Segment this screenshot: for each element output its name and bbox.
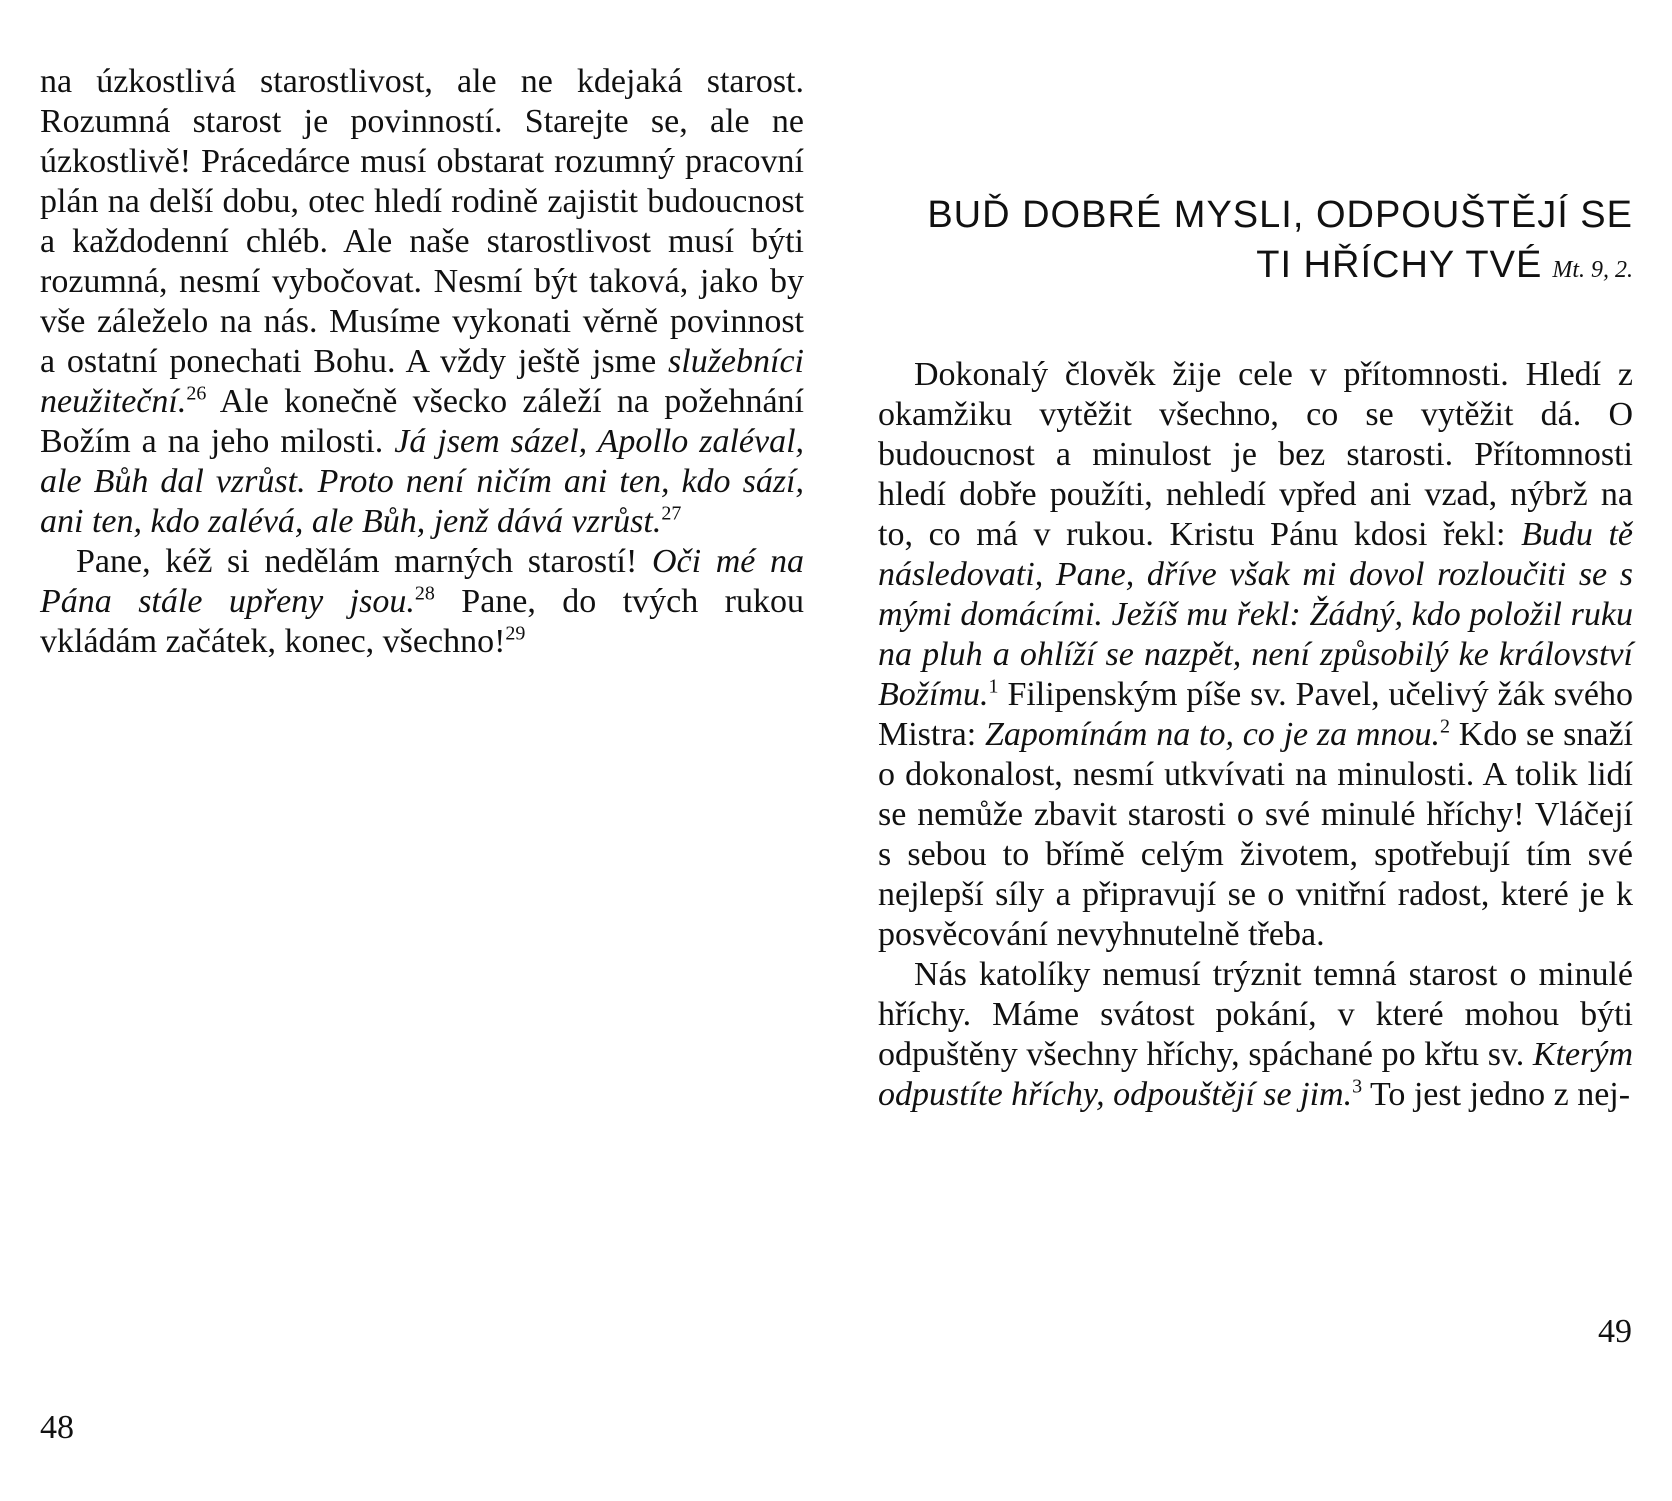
footnote-marker: 2 [1439, 715, 1450, 738]
left-paragraph [40, 542, 804, 662]
quotation-text: služebníci neužiteční. [40, 343, 804, 420]
footnote-marker: 28 [414, 582, 435, 605]
body-text: Nás katolíky nemusí trýznit temná starost o minulé hříchy. Máme svátost pokání, v které mohou býti odpuštěny všechny hříchy, spáchané po křtu sv. [878, 956, 1633, 1073]
body-text: Dokonalý člověk žije cele v přítomnosti. Hledí z okamžiku vytěžit všechno, co se vytěžit dá. O budoucnost a minulost je bez starosti. Přítomnosti hledí dobře použíti, nehledí vpřed ani vzad, nýbrž na to, co má v rukou. Kristu Pánu kdosi řekl: [878, 356, 1633, 553]
quotation-text: Budu tě následovati, Pane, dříve však mi dovol rozloučiti se s mými domácími. Ježíš mu řekl: Žádný, kdo položil ruku na pluh a ohlíží se nazpět, není způsobilý ke království Božímu. [878, 516, 1633, 713]
right-paragraph [878, 955, 1633, 1115]
body-text: Filipenským píše sv. Pavel, učelivý žák svého Mistra: [878, 676, 1633, 753]
chapter-heading [878, 190, 1633, 295]
footnote-marker: 26 [186, 382, 207, 405]
heading-line-2 [878, 240, 1633, 295]
quotation-text: Oči mé na Pána stále upřeny jsou. [40, 543, 804, 620]
footnote-marker: 3 [1352, 1075, 1363, 1098]
body-text: Pane, do tvých rukou vkládám začátek, konec, všechno! [40, 583, 805, 660]
page-number-left: 48 [40, 1409, 74, 1446]
footnote-marker: 27 [661, 502, 682, 525]
heading-line-2-text: TI HŘÍCHY TVÉ [1256, 244, 1543, 286]
quotation-text: Zapomínám na to, co je za mnou. [985, 716, 1440, 753]
right-paragraph [878, 355, 1633, 955]
quotation-text: Já jsem sázel, Apollo zaléval, ale Bůh dal vzrůst. Proto není ničím ani ten, kdo sází, ani ten, kdo zalévá, ale Bůh, jenž dává vzrůst. [40, 423, 805, 540]
body-text: Pane, kéž si nedělám marných starostí! [76, 543, 652, 580]
right-body-text [878, 355, 1633, 1115]
body-text: To jest jedno z nej- [1362, 1076, 1631, 1113]
scripture-reference: Mt. 9, 2. [1552, 257, 1633, 283]
footnote-marker: 29 [505, 622, 526, 645]
heading-line-1: BUĎ DOBRÉ MYSLI, ODPOUŠTĚJÍ SE [927, 194, 1633, 236]
body-text: Kdo se snaží o dokonalost, nesmí utkvívati na minulosti. A tolik lidí se nemůže zbavit starosti o své minulé hříchy! Vláčejí s sebou to břímě celým životem, spotřebují tím své nejlepší síly a připravují se o vnitřní radost, které je k posvěcování nevyhnutelně třeba. [878, 716, 1633, 953]
left-body-text [40, 62, 804, 662]
body-text: na úzkostlivá starostlivost, ale ne kdejaká starost. Rozumná starost je povinností. Starejte se, ale ne úzkostlivě! Prácedárce musí obstarat rozumný pracovní plán na delší dobu, otec hledí rodině zajistit budoucnost a každodenní chléb. Ale naše starostlivost musí býti rozumná, nesmí vybočovat. Nesmí být taková, jako by vše záleželo na nás. Musíme vykonati věrně povinnost a ostatní ponechati Bohu. A vždy ještě jsme [40, 63, 804, 380]
quotation-text: Kterým odpustíte hříchy, odpouštějí se jim. [878, 1036, 1633, 1113]
page-number-right: 49 [1598, 1313, 1632, 1350]
left-paragraph [40, 62, 804, 542]
body-text: Ale konečně všecko záleží na požehnání Božím a na jeho milosti. [40, 383, 804, 460]
footnote-marker: 1 [988, 675, 999, 698]
right-page [836, 0, 1672, 1501]
